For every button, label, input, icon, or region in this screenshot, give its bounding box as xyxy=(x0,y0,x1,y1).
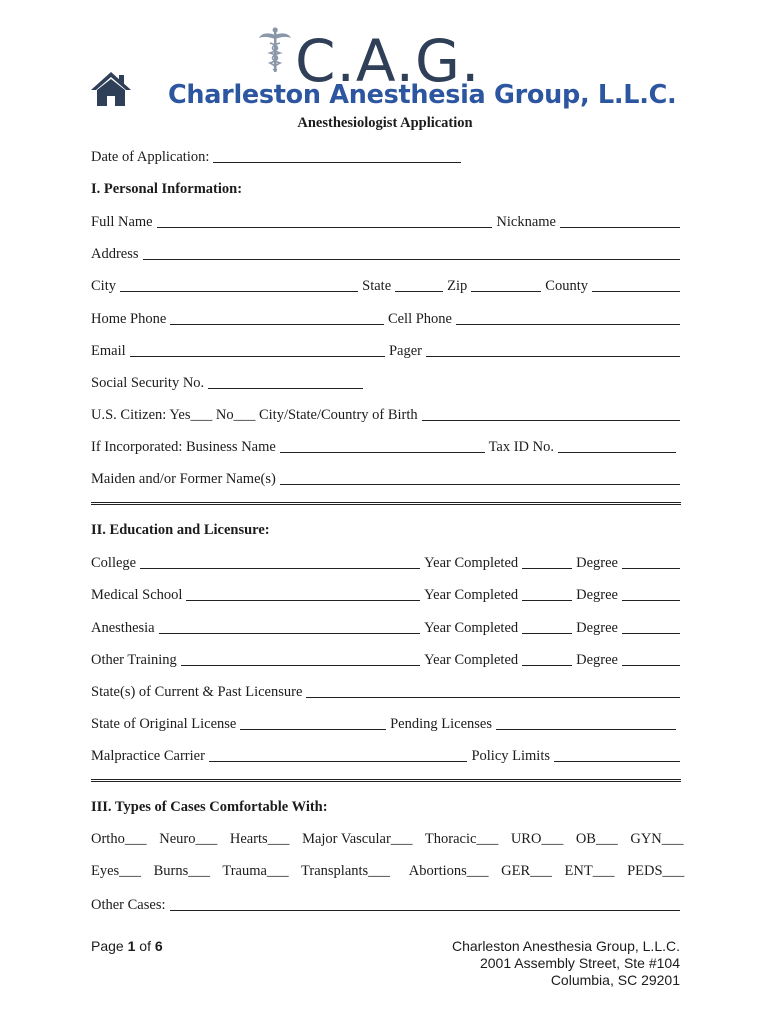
home-icon xyxy=(90,70,132,108)
college-field[interactable] xyxy=(140,568,420,569)
caduceus-icon xyxy=(258,26,292,74)
case-thoracic[interactable]: Thoracic___ xyxy=(424,831,499,847)
business-name-field[interactable] xyxy=(280,452,485,453)
college-degree-label: Degree xyxy=(576,555,618,571)
cases-row-1 xyxy=(91,831,693,848)
maiden-name-field[interactable] xyxy=(280,484,680,485)
policy-limits-field[interactable] xyxy=(554,761,680,762)
case-abortions[interactable]: Abortions___ xyxy=(408,863,489,879)
medical-school-field[interactable] xyxy=(186,600,420,601)
pager-field[interactable] xyxy=(426,356,680,357)
email-row xyxy=(91,340,680,360)
anesthesia-year-field[interactable] xyxy=(522,633,572,634)
case-burns[interactable]: Burns___ xyxy=(153,863,210,879)
state-field[interactable] xyxy=(395,291,443,292)
other-training-year-label: Year Completed xyxy=(424,652,519,668)
cell-phone-field[interactable] xyxy=(456,324,680,325)
malpractice-carrier-label: Malpractice Carrier xyxy=(91,748,205,764)
county-label: County xyxy=(545,278,588,294)
anesthesia-degree-label: Degree xyxy=(576,620,618,636)
address-field[interactable] xyxy=(143,259,680,260)
section-divider-2 xyxy=(91,779,681,782)
maiden-name-row xyxy=(91,468,680,488)
date-of-application-label: Date of Application: xyxy=(91,149,210,165)
case-trauma[interactable]: Trauma___ xyxy=(222,863,289,879)
address-label: Address xyxy=(91,246,139,262)
city-field[interactable] xyxy=(120,291,358,292)
company-name: Charleston Anesthesia Group, L.L.C. xyxy=(168,80,677,110)
original-license-row xyxy=(91,713,680,733)
full-name-field[interactable] xyxy=(157,227,493,228)
ssn-field[interactable] xyxy=(208,388,363,389)
cases-row-2 xyxy=(91,863,693,880)
cases-heading: III. Types of Cases Comfortable With: xyxy=(91,799,328,815)
cell-phone-label: Cell Phone xyxy=(387,311,452,327)
case-neuro[interactable]: Neuro___ xyxy=(159,831,218,847)
other-cases-label: Other Cases: xyxy=(91,897,166,913)
case-ger[interactable]: GER___ xyxy=(501,863,552,879)
business-name-label: If Incorporated: Business Name xyxy=(91,439,276,455)
case-uro[interactable]: URO___ xyxy=(510,831,564,847)
college-degree-field[interactable] xyxy=(622,568,680,569)
city-label: City xyxy=(91,278,116,294)
ssn-row xyxy=(91,372,680,392)
home-phone-label: Home Phone xyxy=(91,311,167,327)
medical-school-label: Medical School xyxy=(91,587,183,603)
pager-label: Pager xyxy=(388,343,422,359)
nickname-label: Nickname xyxy=(496,214,556,230)
other-training-label: Other Training xyxy=(91,652,177,668)
state-label: State xyxy=(362,278,392,294)
case-peds[interactable]: PEDS___ xyxy=(627,863,685,879)
phone-row xyxy=(91,308,680,328)
anesthesia-row xyxy=(91,617,680,637)
medical-school-row xyxy=(91,584,680,604)
licensure-row xyxy=(91,681,680,701)
other-cases-row xyxy=(91,894,680,914)
pending-licenses-field[interactable] xyxy=(496,729,676,730)
college-label: College xyxy=(91,555,137,571)
ssn-label: Social Security No. xyxy=(91,375,205,391)
other-training-row xyxy=(91,649,680,669)
case-ortho[interactable]: Ortho___ xyxy=(91,831,147,847)
zip-field[interactable] xyxy=(471,291,541,292)
zip-label: Zip xyxy=(447,278,468,294)
email-field[interactable] xyxy=(130,356,385,357)
page-number: 1 xyxy=(127,938,136,954)
college-year-field[interactable] xyxy=(522,568,572,569)
case-gyn[interactable]: GYN___ xyxy=(630,831,684,847)
other-training-field[interactable] xyxy=(181,665,420,666)
full-name-label: Full Name xyxy=(91,214,153,230)
education-heading: II. Education and Licensure: xyxy=(91,522,270,538)
page-prefix: Page xyxy=(91,938,124,954)
footer-street: 2001 Assembly Street, Ste #104 xyxy=(479,955,680,971)
states-licensure-label: State(s) of Current & Past Licensure xyxy=(91,684,303,700)
anesthesia-field[interactable] xyxy=(159,633,421,634)
case-major-vascular[interactable]: Major Vascular___ xyxy=(302,831,413,847)
medical-school-year-label: Year Completed xyxy=(424,587,519,603)
medical-school-year-field[interactable] xyxy=(522,600,572,601)
citizen-label: U.S. Citizen: Yes___ No___ City/State/Country of Birth xyxy=(91,407,418,423)
maiden-name-label: Maiden and/or Former Name(s) xyxy=(91,471,276,487)
page-indicator xyxy=(91,938,163,954)
malpractice-row xyxy=(91,745,680,765)
states-licensure-field[interactable] xyxy=(306,697,680,698)
page-of: of xyxy=(139,938,151,954)
case-ent[interactable]: ENT___ xyxy=(564,863,615,879)
other-training-degree-field[interactable] xyxy=(622,665,680,666)
citizen-row xyxy=(91,404,680,424)
medical-school-degree-label: Degree xyxy=(576,587,618,603)
home-phone-field[interactable] xyxy=(170,324,384,325)
footer-city: Columbia, SC 29201 xyxy=(550,972,680,988)
case-hearts[interactable]: Hearts___ xyxy=(229,831,290,847)
address-row xyxy=(91,243,680,263)
form-title: Anesthesiologist Application xyxy=(297,115,473,131)
college-row xyxy=(91,552,680,572)
other-training-degree-label: Degree xyxy=(576,652,618,668)
full-name-row xyxy=(91,211,680,231)
birthplace-field[interactable] xyxy=(422,420,680,421)
date-of-application-row xyxy=(91,146,680,166)
city-row xyxy=(91,275,680,295)
case-transplants[interactable]: Transplants___ xyxy=(301,863,390,879)
anesthesia-degree-field[interactable] xyxy=(622,633,680,634)
anesthesia-label: Anesthesia xyxy=(91,620,155,636)
logo-initials: C.A.G. xyxy=(295,27,481,95)
email-label: Email xyxy=(91,343,126,359)
section-divider-1 xyxy=(91,502,681,505)
case-ob[interactable]: OB___ xyxy=(575,831,618,847)
tax-id-field[interactable] xyxy=(558,452,676,453)
incorporated-row xyxy=(91,436,680,456)
county-field[interactable] xyxy=(592,291,680,292)
footer-company: Charleston Anesthesia Group, L.L.C. xyxy=(451,938,680,954)
personal-info-heading: I. Personal Information: xyxy=(91,181,243,197)
tax-id-label: Tax ID No. xyxy=(488,439,554,455)
footer-address xyxy=(452,938,680,989)
other-cases-field[interactable] xyxy=(170,910,681,911)
date-of-application-field[interactable] xyxy=(213,162,461,163)
anesthesia-year-label: Year Completed xyxy=(424,620,519,636)
medical-school-degree-field[interactable] xyxy=(622,600,680,601)
page-total: 6 xyxy=(154,938,163,954)
original-license-label: State of Original License xyxy=(91,716,237,732)
other-training-year-field[interactable] xyxy=(522,665,572,666)
logo xyxy=(90,22,677,117)
policy-limits-label: Policy Limits xyxy=(471,748,550,764)
malpractice-carrier-field[interactable] xyxy=(209,761,468,762)
nickname-field[interactable] xyxy=(560,227,680,228)
case-eyes[interactable]: Eyes___ xyxy=(91,863,141,879)
pending-licenses-label: Pending Licenses xyxy=(390,716,492,732)
college-year-label: Year Completed xyxy=(424,555,519,571)
original-license-field[interactable] xyxy=(240,729,386,730)
